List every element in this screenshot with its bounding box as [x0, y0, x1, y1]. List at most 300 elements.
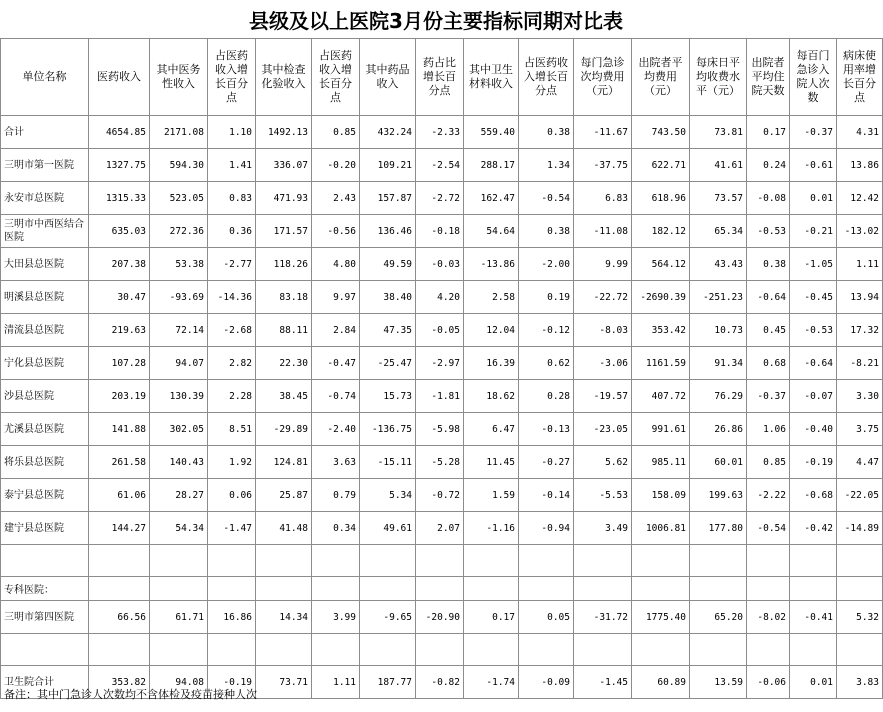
value-cell: -0.56	[312, 215, 360, 248]
empty-cell	[464, 545, 519, 577]
value-cell: 141.88	[89, 413, 150, 446]
value-cell: -2690.39	[632, 281, 690, 314]
unit-name-cell: 沙县总医院	[1, 380, 89, 413]
empty-cell	[89, 577, 150, 601]
value-cell: 0.01	[790, 182, 837, 215]
value-cell: 3.63	[312, 446, 360, 479]
value-cell: 2.84	[312, 314, 360, 347]
empty-cell	[208, 577, 256, 601]
table-row	[1, 512, 883, 545]
value-cell: -0.94	[519, 512, 574, 545]
unit-name-cell: 宁化县总医院	[1, 347, 89, 380]
value-cell: -2.22	[747, 479, 790, 512]
value-cell: -0.13	[519, 413, 574, 446]
value-cell: 17.32	[837, 314, 883, 347]
value-cell: 203.19	[89, 380, 150, 413]
column-header: 药占比增长百分点	[416, 39, 464, 116]
empty-cell	[208, 634, 256, 666]
value-cell: 1315.33	[89, 182, 150, 215]
value-cell: 559.40	[464, 116, 519, 149]
value-cell: 1006.81	[632, 512, 690, 545]
value-cell: -0.37	[790, 116, 837, 149]
value-cell: 49.59	[360, 248, 416, 281]
empty-cell	[416, 545, 464, 577]
value-cell: -0.45	[790, 281, 837, 314]
empty-cell	[837, 545, 883, 577]
value-cell: 0.79	[312, 479, 360, 512]
value-cell: 162.47	[464, 182, 519, 215]
value-cell: -0.47	[312, 347, 360, 380]
value-cell: 4.20	[416, 281, 464, 314]
value-cell: 353.82	[89, 666, 150, 699]
empty-cell	[89, 634, 150, 666]
value-cell: -5.28	[416, 446, 464, 479]
value-cell: -1.16	[464, 512, 519, 545]
value-cell: 171.57	[256, 215, 312, 248]
empty-cell	[416, 577, 464, 601]
value-cell: 18.62	[464, 380, 519, 413]
value-cell: 9.99	[574, 248, 632, 281]
unit-name-cell: 泰宁县总医院	[1, 479, 89, 512]
value-cell: -14.89	[837, 512, 883, 545]
value-cell: -0.27	[519, 446, 574, 479]
value-cell: 743.50	[632, 116, 690, 149]
value-cell: 22.30	[256, 347, 312, 380]
value-cell: 0.17	[464, 601, 519, 634]
value-cell: 47.35	[360, 314, 416, 347]
value-cell: 65.20	[690, 601, 747, 634]
unit-name-cell: 将乐县总医院	[1, 446, 89, 479]
value-cell: -0.20	[312, 149, 360, 182]
value-cell: 0.34	[312, 512, 360, 545]
table-row	[1, 314, 883, 347]
value-cell: -0.08	[747, 182, 790, 215]
value-cell: 157.87	[360, 182, 416, 215]
value-cell: 13.94	[837, 281, 883, 314]
value-cell: 0.62	[519, 347, 574, 380]
value-cell: -1.81	[416, 380, 464, 413]
table-row	[1, 281, 883, 314]
empty-cell	[1, 545, 89, 577]
value-cell: 0.28	[519, 380, 574, 413]
value-cell: 9.97	[312, 281, 360, 314]
value-cell: 158.09	[632, 479, 690, 512]
value-cell: 0.01	[790, 666, 837, 699]
value-cell: 5.34	[360, 479, 416, 512]
value-cell: 73.81	[690, 116, 747, 149]
value-cell: 16.86	[208, 601, 256, 634]
value-cell: 94.08	[150, 666, 208, 699]
value-cell: 60.89	[632, 666, 690, 699]
empty-cell	[747, 577, 790, 601]
value-cell: 302.05	[150, 413, 208, 446]
empty-cell	[837, 634, 883, 666]
value-cell: 12.04	[464, 314, 519, 347]
empty-cell	[464, 577, 519, 601]
value-cell: -14.36	[208, 281, 256, 314]
section-label: 专科医院：	[1, 577, 89, 601]
value-cell: 1.41	[208, 149, 256, 182]
value-cell: 30.47	[89, 281, 150, 314]
value-cell: 83.18	[256, 281, 312, 314]
column-header: 每百门急诊入院人次数	[790, 39, 837, 116]
value-cell: 1.92	[208, 446, 256, 479]
value-cell: -0.14	[519, 479, 574, 512]
value-cell: 985.11	[632, 446, 690, 479]
value-cell: -93.69	[150, 281, 208, 314]
value-cell: -2.54	[416, 149, 464, 182]
value-cell: -0.07	[790, 380, 837, 413]
value-cell: 73.71	[256, 666, 312, 699]
value-cell: 0.05	[519, 601, 574, 634]
value-cell: -9.65	[360, 601, 416, 634]
empty-cell	[632, 634, 690, 666]
value-cell: 41.61	[690, 149, 747, 182]
value-cell: 219.63	[89, 314, 150, 347]
value-cell: 140.43	[150, 446, 208, 479]
value-cell: 471.93	[256, 182, 312, 215]
value-cell: -2.72	[416, 182, 464, 215]
header-row	[1, 39, 883, 116]
empty-cell	[790, 545, 837, 577]
empty-cell	[89, 545, 150, 577]
value-cell: 177.80	[690, 512, 747, 545]
value-cell: 28.27	[150, 479, 208, 512]
empty-cell	[464, 634, 519, 666]
value-cell: 0.17	[747, 116, 790, 149]
value-cell: 353.42	[632, 314, 690, 347]
value-cell: 1161.59	[632, 347, 690, 380]
value-cell: -0.53	[790, 314, 837, 347]
value-cell: -0.03	[416, 248, 464, 281]
value-cell: 523.05	[150, 182, 208, 215]
value-cell: 1327.75	[89, 149, 150, 182]
value-cell: 2.07	[416, 512, 464, 545]
value-cell: 73.57	[690, 182, 747, 215]
value-cell: 0.45	[747, 314, 790, 347]
value-cell: -29.89	[256, 413, 312, 446]
value-cell: 94.07	[150, 347, 208, 380]
empty-cell	[312, 545, 360, 577]
column-header: 其中卫生材料收入	[464, 39, 519, 116]
value-cell: 0.24	[747, 149, 790, 182]
value-cell: 1.11	[837, 248, 883, 281]
empty-cell	[519, 634, 574, 666]
value-cell: 130.39	[150, 380, 208, 413]
unit-name-cell: 三明市第一医院	[1, 149, 89, 182]
value-cell: 124.81	[256, 446, 312, 479]
empty-cell	[574, 634, 632, 666]
value-cell: 3.30	[837, 380, 883, 413]
value-cell: 136.46	[360, 215, 416, 248]
empty-cell	[790, 634, 837, 666]
value-cell: -136.75	[360, 413, 416, 446]
value-cell: 3.75	[837, 413, 883, 446]
unit-name-cell: 三明市第四医院	[1, 601, 89, 634]
value-cell: 1.10	[208, 116, 256, 149]
value-cell: -0.68	[790, 479, 837, 512]
value-cell: 4.80	[312, 248, 360, 281]
value-cell: 0.85	[312, 116, 360, 149]
value-cell: 207.38	[89, 248, 150, 281]
value-cell: 1492.13	[256, 116, 312, 149]
value-cell: -2.97	[416, 347, 464, 380]
empty-cell	[150, 577, 208, 601]
value-cell: -251.23	[690, 281, 747, 314]
value-cell: 65.34	[690, 215, 747, 248]
value-cell: 1.11	[312, 666, 360, 699]
empty-cell	[360, 634, 416, 666]
value-cell: 407.72	[632, 380, 690, 413]
value-cell: -0.09	[519, 666, 574, 699]
value-cell: 91.34	[690, 347, 747, 380]
value-cell: 2.82	[208, 347, 256, 380]
value-cell: 144.27	[89, 512, 150, 545]
value-cell: 288.17	[464, 149, 519, 182]
value-cell: -0.37	[747, 380, 790, 413]
unit-name-cell: 大田县总医院	[1, 248, 89, 281]
value-cell: 2.28	[208, 380, 256, 413]
value-cell: 3.49	[574, 512, 632, 545]
value-cell: 53.38	[150, 248, 208, 281]
value-cell: 26.86	[690, 413, 747, 446]
value-cell: -1.05	[790, 248, 837, 281]
value-cell: 3.83	[837, 666, 883, 699]
value-cell: -13.86	[464, 248, 519, 281]
value-cell: 61.06	[89, 479, 150, 512]
value-cell: -22.72	[574, 281, 632, 314]
table-row-specialty	[1, 601, 883, 634]
value-cell: -0.64	[747, 281, 790, 314]
empty-cell	[256, 577, 312, 601]
value-cell: -19.57	[574, 380, 632, 413]
value-cell: -5.98	[416, 413, 464, 446]
value-cell: 49.61	[360, 512, 416, 545]
unit-name-cell: 合计	[1, 116, 89, 149]
value-cell: 0.68	[747, 347, 790, 380]
unit-name-cell: 三明市中西医结合医院	[1, 215, 89, 248]
value-cell: -11.08	[574, 215, 632, 248]
value-cell: -2.33	[416, 116, 464, 149]
empty-cell	[519, 545, 574, 577]
empty-cell	[150, 634, 208, 666]
value-cell: -0.05	[416, 314, 464, 347]
column-header: 病床使用率增长百分点	[837, 39, 883, 116]
table-row	[1, 182, 883, 215]
value-cell: 60.01	[690, 446, 747, 479]
empty-cell	[360, 545, 416, 577]
empty-cell	[150, 545, 208, 577]
value-cell: -37.75	[574, 149, 632, 182]
empty-cell	[416, 634, 464, 666]
value-cell: -0.12	[519, 314, 574, 347]
empty-cell	[747, 545, 790, 577]
value-cell: 15.73	[360, 380, 416, 413]
value-cell: 107.28	[89, 347, 150, 380]
value-cell: 0.19	[519, 281, 574, 314]
column-header: 医药收入	[89, 39, 150, 116]
value-cell: -8.03	[574, 314, 632, 347]
empty-cell	[256, 545, 312, 577]
value-cell: -2.00	[519, 248, 574, 281]
empty-cell	[312, 634, 360, 666]
unit-name-cell: 建宁县总医院	[1, 512, 89, 545]
value-cell: -0.54	[519, 182, 574, 215]
empty-cell	[690, 545, 747, 577]
value-cell: 10.73	[690, 314, 747, 347]
empty-cell	[519, 577, 574, 601]
indicator-table	[0, 38, 883, 699]
value-cell: -0.64	[790, 347, 837, 380]
table-row	[1, 380, 883, 413]
empty-cell	[574, 577, 632, 601]
empty-cell	[790, 577, 837, 601]
value-cell: 1775.40	[632, 601, 690, 634]
value-cell: 13.86	[837, 149, 883, 182]
value-cell: 0.38	[747, 248, 790, 281]
value-cell: -0.82	[416, 666, 464, 699]
value-cell: 61.71	[150, 601, 208, 634]
value-cell: 618.96	[632, 182, 690, 215]
value-cell: 5.32	[837, 601, 883, 634]
value-cell: 72.14	[150, 314, 208, 347]
value-cell: 0.83	[208, 182, 256, 215]
value-cell: -2.68	[208, 314, 256, 347]
value-cell: 4.47	[837, 446, 883, 479]
value-cell: 6.83	[574, 182, 632, 215]
value-cell: -0.18	[416, 215, 464, 248]
value-cell: -8.21	[837, 347, 883, 380]
table-row	[1, 116, 883, 149]
empty-cell	[690, 577, 747, 601]
value-cell: -1.47	[208, 512, 256, 545]
value-cell: -0.19	[790, 446, 837, 479]
empty-cell	[837, 577, 883, 601]
value-cell: 0.38	[519, 215, 574, 248]
value-cell: 272.36	[150, 215, 208, 248]
unit-name-cell: 卫生院合计	[1, 666, 89, 699]
value-cell: 991.61	[632, 413, 690, 446]
value-cell: -1.74	[464, 666, 519, 699]
column-header: 出院者平均住院天数	[747, 39, 790, 116]
blank-row	[1, 634, 883, 666]
value-cell: -0.74	[312, 380, 360, 413]
value-cell: -0.61	[790, 149, 837, 182]
value-cell: -0.54	[747, 512, 790, 545]
section-row	[1, 577, 883, 601]
value-cell: 118.26	[256, 248, 312, 281]
empty-cell	[208, 545, 256, 577]
value-cell: -3.06	[574, 347, 632, 380]
value-cell: 8.51	[208, 413, 256, 446]
value-cell: 43.43	[690, 248, 747, 281]
value-cell: 0.06	[208, 479, 256, 512]
value-cell: 261.58	[89, 446, 150, 479]
column-header: 其中药品收入	[360, 39, 416, 116]
table-row	[1, 413, 883, 446]
value-cell: 564.12	[632, 248, 690, 281]
value-cell: 0.38	[519, 116, 574, 149]
value-cell: -23.05	[574, 413, 632, 446]
value-cell: -0.72	[416, 479, 464, 512]
empty-cell	[360, 577, 416, 601]
footnote: 备注：其中门急诊人次数均不含体检及疫苗接种人次	[4, 688, 257, 701]
value-cell: 38.45	[256, 380, 312, 413]
value-cell: 2.58	[464, 281, 519, 314]
value-cell: 1.59	[464, 479, 519, 512]
column-header: 占医药收入增长百分点	[312, 39, 360, 116]
value-cell: -1.45	[574, 666, 632, 699]
blank-row	[1, 545, 883, 577]
value-cell: 76.29	[690, 380, 747, 413]
column-header: 单位名称	[1, 39, 89, 116]
table-row	[1, 479, 883, 512]
value-cell: 14.34	[256, 601, 312, 634]
table-row	[1, 347, 883, 380]
unit-name-cell: 尤溪县总医院	[1, 413, 89, 446]
value-cell: -8.02	[747, 601, 790, 634]
empty-cell	[256, 634, 312, 666]
table-row	[1, 149, 883, 182]
value-cell: 54.64	[464, 215, 519, 248]
value-cell: 1.34	[519, 149, 574, 182]
empty-cell	[574, 545, 632, 577]
empty-cell	[632, 577, 690, 601]
value-cell: -20.90	[416, 601, 464, 634]
value-cell: -5.53	[574, 479, 632, 512]
empty-cell	[632, 545, 690, 577]
table-title: 县级及以上医院3月份主要指标同期对比表	[249, 8, 623, 33]
value-cell: 2171.08	[150, 116, 208, 149]
empty-cell	[1, 634, 89, 666]
value-cell: -0.06	[747, 666, 790, 699]
value-cell: 54.34	[150, 512, 208, 545]
value-cell: -11.67	[574, 116, 632, 149]
value-cell: -0.53	[747, 215, 790, 248]
value-cell: 182.12	[632, 215, 690, 248]
value-cell: -13.02	[837, 215, 883, 248]
value-cell: 0.36	[208, 215, 256, 248]
value-cell: 4654.85	[89, 116, 150, 149]
value-cell: 11.45	[464, 446, 519, 479]
column-header: 每门急诊次均费用（元）	[574, 39, 632, 116]
value-cell: 4.31	[837, 116, 883, 149]
value-cell: -0.41	[790, 601, 837, 634]
value-cell: 336.07	[256, 149, 312, 182]
value-cell: 13.59	[690, 666, 747, 699]
value-cell: -22.05	[837, 479, 883, 512]
value-cell: 2.43	[312, 182, 360, 215]
column-header: 占医药收入增长百分点	[208, 39, 256, 116]
value-cell: 432.24	[360, 116, 416, 149]
empty-cell	[690, 634, 747, 666]
table-row	[1, 446, 883, 479]
value-cell: 88.11	[256, 314, 312, 347]
unit-name-cell: 明溪县总医院	[1, 281, 89, 314]
value-cell: 1.06	[747, 413, 790, 446]
value-cell: -2.40	[312, 413, 360, 446]
value-cell: 5.62	[574, 446, 632, 479]
column-header: 每床日平均收费水平（元）	[690, 39, 747, 116]
value-cell: 199.63	[690, 479, 747, 512]
value-cell: 187.77	[360, 666, 416, 699]
column-header: 其中检查化验收入	[256, 39, 312, 116]
value-cell: -0.19	[208, 666, 256, 699]
value-cell: 12.42	[837, 182, 883, 215]
value-cell: -15.11	[360, 446, 416, 479]
value-cell: 41.48	[256, 512, 312, 545]
column-header: 出院者平均费用（元）	[632, 39, 690, 116]
